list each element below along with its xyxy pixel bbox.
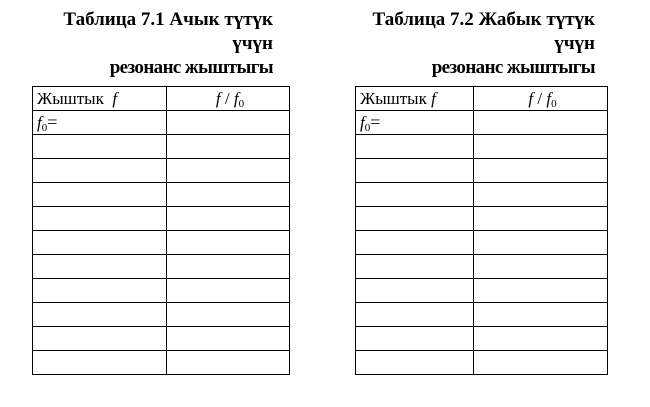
table-1-title-line1: Таблица 7.1 Ачык түтүк [63,9,273,30]
fundamental-equals: = [47,112,58,132]
frequency-cell [356,135,474,159]
frequency-cell [33,327,167,351]
table-2-title-line2: үчүн [554,33,595,54]
frequency-cell [33,183,167,207]
table-2-fundamental-label [356,111,474,135]
table-1-fundamental-value [167,111,290,135]
ratio-subscript: 0 [238,97,245,110]
frequency-cell [356,327,474,351]
ratio-cell [167,231,290,255]
ratio-subscript: 0 [551,97,557,110]
table-row [356,159,608,183]
ratio-cell [474,279,608,303]
table-1-fundamental-label [33,111,167,135]
ratio-cell [167,135,290,159]
table-row [33,279,290,303]
frequency-cell [33,159,167,183]
table-row [33,135,290,159]
table-2-header-frequency [356,87,474,111]
table-1-fundamental-row [33,111,290,135]
table-1-header-ratio [167,87,290,111]
frequency-cell [33,255,167,279]
table-1 [32,86,290,375]
table-row [356,231,608,255]
ratio-cell [474,183,608,207]
table-1-header-row [33,87,290,111]
table-2-fundamental-row [356,111,608,135]
ratio-cell [474,327,608,351]
frequency-cell [356,207,474,231]
ratio-denominator: f [233,88,239,108]
ratio-cell [167,303,290,327]
ratio-cell [167,207,290,231]
ratio-cell [167,279,290,303]
table-1-title-line3: резонанс жыштыгы [109,57,273,78]
ratio-slash: / [533,88,547,108]
frequency-cell [33,231,167,255]
ratio-cell [474,351,608,375]
frequency-cell [356,255,474,279]
table-row [356,279,608,303]
table-1-header-frequency [33,87,167,111]
frequency-cell [33,279,167,303]
ratio-cell [167,327,290,351]
ratio-cell [167,351,290,375]
table-2 [355,86,608,375]
ratio-cell [167,183,290,207]
table-row [33,255,290,279]
table-row [33,207,290,231]
fundamental-subscript: 0 [364,122,371,134]
ratio-cell [474,159,608,183]
frequency-cell [356,159,474,183]
table-row [356,135,608,159]
ratio-cell [474,135,608,159]
fundamental-symbol: f [37,113,42,132]
table-row [356,255,608,279]
frequency-cell [356,183,474,207]
table-2-header-row [356,87,608,111]
table-1-title [30,8,273,80]
frequency-label: Жыштык [37,88,104,108]
frequency-cell [356,303,474,327]
ratio-numerator: f [215,88,221,108]
ratio-cell [167,159,290,183]
table-row [356,207,608,231]
ratio-slash: / [220,88,234,108]
frequency-cell [33,351,167,375]
table-1-title-line2: үчүн [232,33,273,54]
table-row [356,303,608,327]
frequency-symbol: f [112,88,118,108]
table-2-title-line1: Таблица 7.2 Жабык түтүк [372,9,595,30]
table-2-fundamental-value [474,111,608,135]
fundamental-equals: = [370,112,381,132]
ratio-cell [474,303,608,327]
table-row [33,231,290,255]
table-row [33,303,290,327]
frequency-cell [356,351,474,375]
fundamental-symbol: f [360,113,365,132]
table-row [356,351,608,375]
table-row [33,159,290,183]
frequency-cell [33,303,167,327]
ratio-cell [474,207,608,231]
frequency-cell [33,207,167,231]
frequency-symbol: f [431,88,436,108]
frequency-cell [356,279,474,303]
frequency-cell [33,135,167,159]
frequency-label: Жыштык [360,88,427,108]
table-row [33,327,290,351]
ratio-denominator: f [546,88,552,108]
table-2-title-line3: резонанс жыштыгы [431,57,595,78]
ratio-cell [474,231,608,255]
table-row [33,351,290,375]
table-row [356,183,608,207]
table-2-title [330,8,595,80]
table-row [356,327,608,351]
ratio-cell [167,255,290,279]
table-row [33,183,290,207]
fundamental-subscript: 0 [41,122,48,134]
frequency-cell [356,231,474,255]
table-2-header-ratio [474,87,608,111]
ratio-cell [474,255,608,279]
ratio-numerator: f [528,88,534,108]
